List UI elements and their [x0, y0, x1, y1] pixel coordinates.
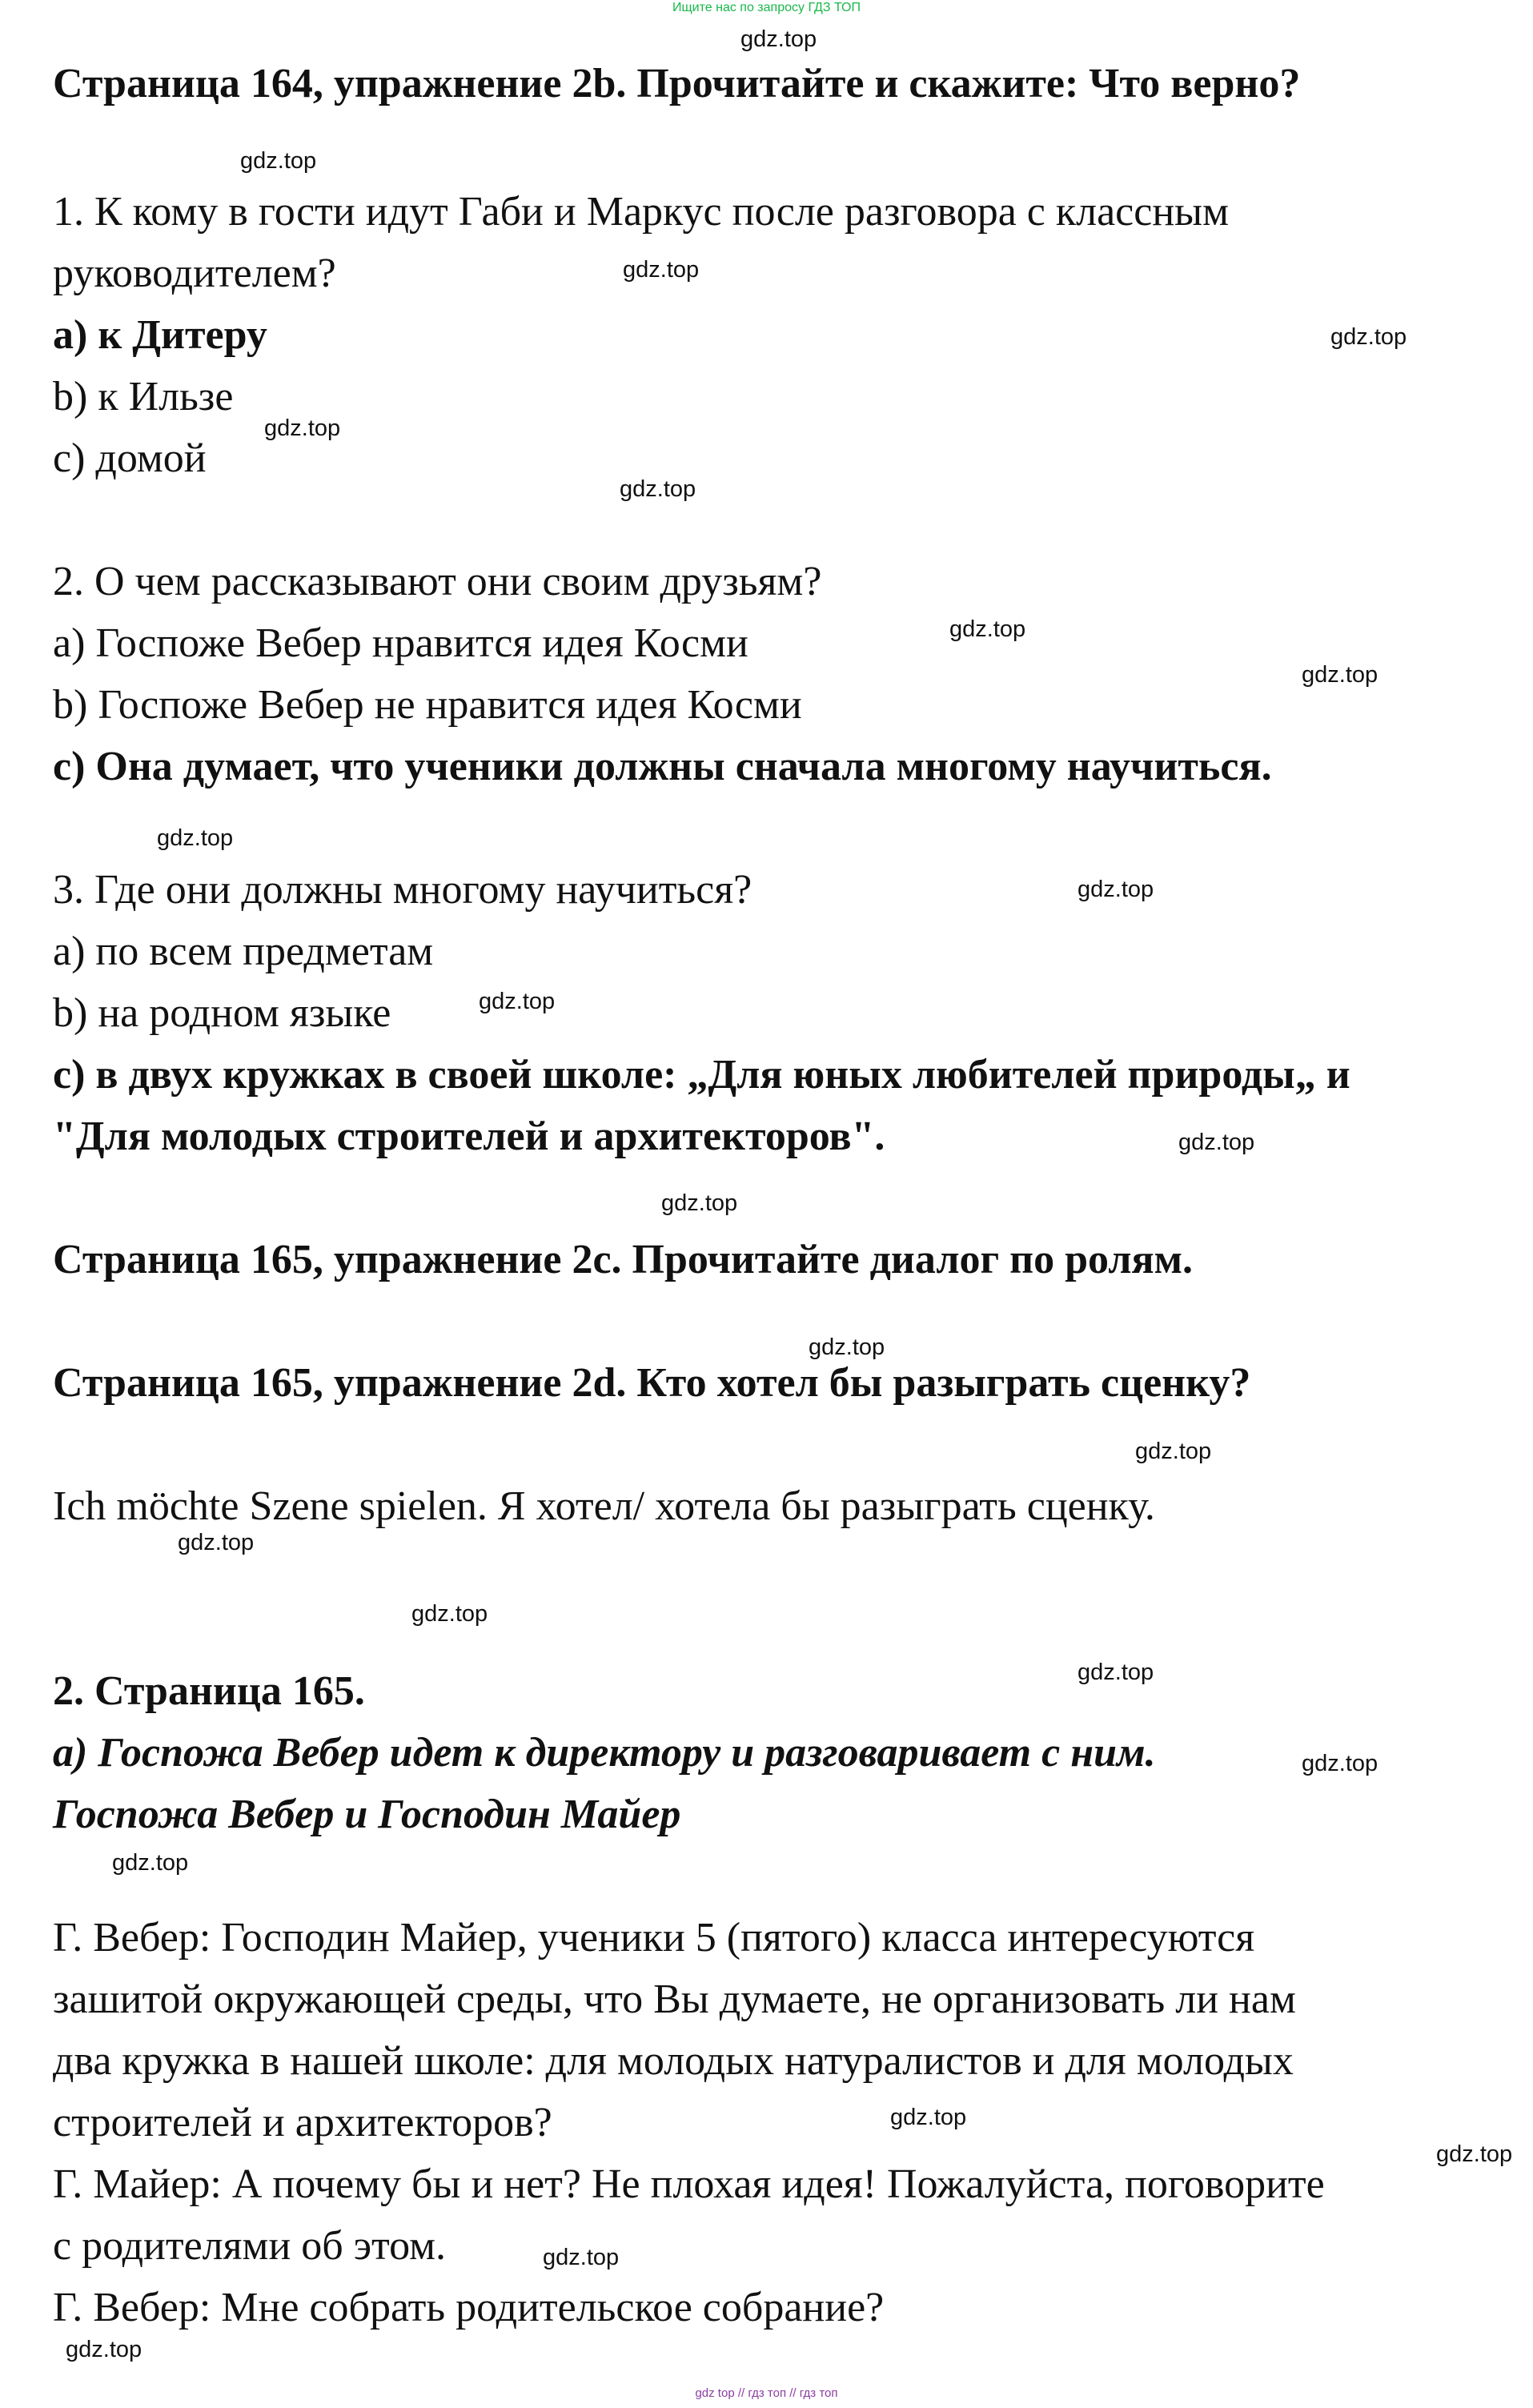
dialog-maier-line-2: с родителями об этом.: [53, 2223, 447, 2269]
dialog-maier-line-1: Г. Майер: А почему бы и нет? Не плохая идея! Пожалуйста, поговорите: [53, 2161, 1325, 2207]
watermark: gdz.top: [264, 415, 341, 441]
answer-1c: с) домой: [53, 435, 207, 481]
watermark: gdz.top: [890, 2105, 967, 2130]
watermark: gdz.top: [543, 2245, 620, 2270]
watermark: gdz.top: [1302, 662, 1378, 688]
answer-3c-correct-line-1: c) в двух кружках в своей школе: „Для юных любителей природы„ и: [53, 1052, 1350, 1098]
watermark: gdz.top: [1135, 1439, 1212, 1464]
heading-exercise-2d: Страница 165, упражнение 2d. Кто хотел бы разыграть сценку?: [53, 1360, 1251, 1406]
watermark: gdz.top: [1436, 2141, 1513, 2167]
watermark: gdz.top: [740, 26, 817, 52]
answer-1b: b) к Ильзе: [53, 374, 234, 419]
question-2: 2. О чем рассказывают они своим друзьям?: [53, 559, 822, 604]
watermark: gdz.top: [623, 257, 700, 283]
question-1-line-1: 1. К кому в гости идут Габи и Маркус после разговора с классным: [53, 189, 1229, 235]
watermark: gdz.top: [66, 2337, 142, 2362]
dialog-weber-1-line-3: два кружка в нашей школе: для молодых натуралистов и для молодых: [53, 2038, 1294, 2084]
watermark: gdz.top: [661, 1190, 738, 1216]
dialog-participants: Госпожа Вебер и Господин Майер: [53, 1792, 681, 1837]
answer-3a: а) по всем предметам: [53, 929, 434, 974]
watermark: gdz.top: [479, 989, 556, 1014]
answer-3b: b) на родном языке: [53, 990, 391, 1036]
watermark: gdz.top: [1078, 1660, 1154, 1685]
heading-section-2: 2. Страница 165.: [53, 1668, 365, 1714]
answer-2c-correct: с) Она думает, что ученики должны сначала многому научиться.: [53, 744, 1272, 789]
watermark: gdz.top: [178, 1530, 255, 1555]
watermark: gdz.top: [949, 616, 1026, 642]
watermark: gdz.top: [157, 825, 234, 851]
watermark: gdz.top: [240, 148, 317, 174]
question-1-line-2: руководителем?: [53, 251, 336, 296]
answer-2d: Ich möchte Szene spielen. Я хотел/ хотела бы разыграть сценку.: [53, 1483, 1155, 1529]
dialog-weber-1-line-4: строителей и архитекторов?: [53, 2100, 552, 2145]
watermark: gdz.top: [620, 476, 696, 502]
watermark: gdz.top: [1178, 1130, 1255, 1155]
watermark: gdz.top: [1330, 324, 1407, 350]
answer-2a: а) Госпоже Вебер нравится идея Косми: [53, 620, 748, 666]
task-2a-description: а) Госпожа Вебер идет к директору и разговаривает с ним.: [53, 1730, 1156, 1776]
answer-3c-correct-line-2: "Для молодых строителей и архитекторов".: [53, 1114, 885, 1159]
dialog-weber-1-line-2: зашитой окружающей среды, что Вы думаете, не организовать ли нам: [53, 1977, 1296, 2022]
dialog-weber-2: Г. Вебер: Мне собрать родительское собрание?: [53, 2285, 885, 2330]
answer-1a-correct: а) к Дитеру: [53, 312, 267, 358]
heading-exercise-2c: Страница 165, упражнение 2c. Прочитайте диалог по ролям.: [53, 1237, 1194, 1282]
watermark: gdz.top: [809, 1334, 885, 1360]
heading-exercise-2b: Страница 164, упражнение 2b. Прочитайте и скажите: Что верно?: [53, 61, 1301, 106]
dialog-weber-1-line-1: Г. Вебер: Господин Майер, ученики 5 (пятого) класса интересуются: [53, 1915, 1255, 1961]
watermark: gdz.top: [411, 1601, 488, 1627]
watermark: gdz.top: [1078, 877, 1154, 902]
watermark: gdz.top: [1302, 1751, 1378, 1776]
answer-2b: b) Госпоже Вебер не нравится идея Косми: [53, 682, 802, 728]
watermark: gdz.top: [112, 1850, 189, 1876]
footer-promo: gdz top // гдз топ // гдз топ: [695, 2386, 838, 2400]
question-3: 3. Где они должны многому научиться?: [53, 867, 752, 913]
top-promo-note: Ищите нас по запросу ГДЗ ТОП: [672, 1, 861, 14]
